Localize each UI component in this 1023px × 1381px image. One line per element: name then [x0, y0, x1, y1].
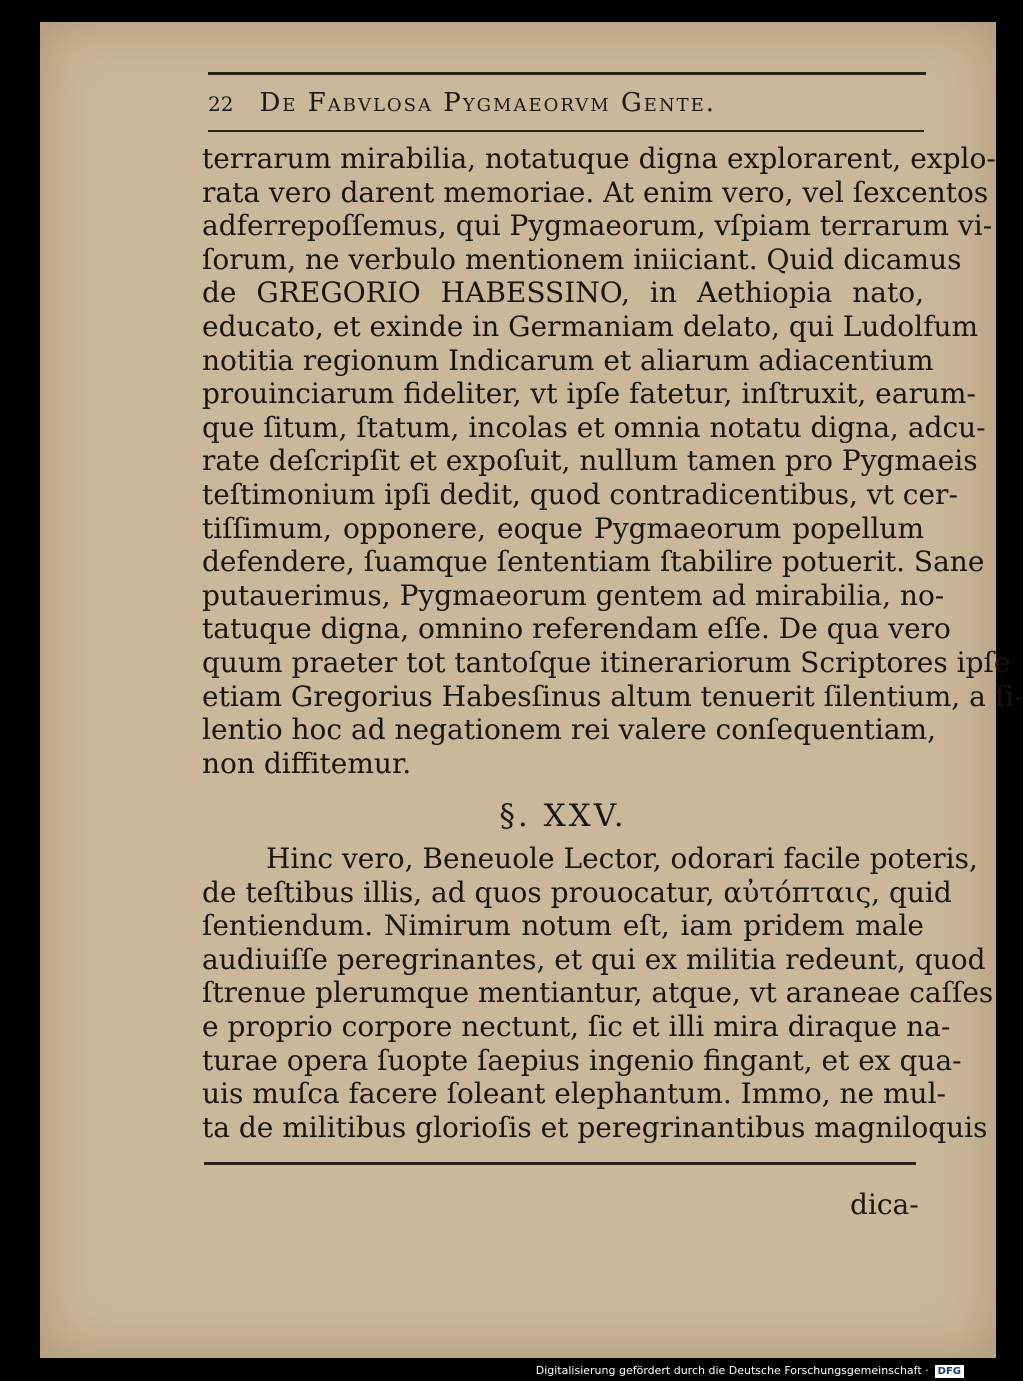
text-line: quum praeter tot tantoſque itinerariorum Scriptores ipſe: [202, 645, 1011, 679]
footer-text: Digitalisierung gefördert durch die Deutsche Forschungsgemeinschaft ·: [535, 1364, 929, 1377]
text-line: turae opera ſuopte ſaepius ingenio fingant, et ex qua-: [202, 1043, 962, 1077]
text-line: que ſitum, ſtatum, incolas et omnia notatu digna, adcu-: [202, 410, 986, 444]
text-line: defendere, ſuamque ſententiam ſtabilire potuerit. Sane: [202, 545, 985, 579]
text-line: ſentiendum. Nimirum notum eſt, iam pridem male: [202, 909, 924, 943]
digitization-footer: [536, 1361, 964, 1381]
text-line: etiam Gregorius Habesſinus altum tenuerit ſilentium, a ſi-: [202, 679, 1023, 713]
page-number: 22: [208, 92, 234, 116]
text-line: Hinc vero, Beneuole Lector, odorari facile poteris,: [266, 842, 978, 875]
text-line: tatuque digna, omnino referendam eſſe. De qua vero: [202, 612, 951, 646]
running-head: [208, 88, 928, 118]
text-line: terrarum mirabilia, notatuque digna explorarent, explo-: [202, 142, 996, 175]
text-line: notitia regionum Indicarum et aliarum adiacentium: [202, 343, 934, 377]
text-line: ta de militibus glorioſis et peregrinantibus magniloquis: [202, 1110, 988, 1144]
text-line: putauerimus, Pygmaeorum gentem ad mirabilia, no-: [202, 578, 945, 612]
text-line: rate deſcripſit et expoſuit, nullum tamen pro Pygmaeis: [202, 444, 978, 478]
text-line: audiuiſſe peregrinantes, et qui ex militia redeunt, quod: [202, 942, 986, 976]
text-line: lentio hoc ad negationem rei valere conſequentiam,: [202, 713, 936, 747]
paragraph-1: [202, 142, 1023, 780]
text-line: prouinciarum fideliter, vt ipſe fatetur, inſtruxit, earum-: [202, 377, 976, 411]
bottom-rule: [204, 1162, 916, 1165]
text-line: teſtimonium ipſi dedit, quod contradicentibus, vt cer-: [202, 477, 958, 511]
section-heading: §. XXV.: [499, 798, 627, 834]
dfg-logo-icon: DFG: [935, 1365, 964, 1378]
text-line: tiſſimum, opponere, eoque Pygmaeorum popellum: [202, 511, 924, 545]
top-rule: [208, 72, 926, 75]
head-rule: [208, 130, 924, 132]
text-line: adferrepoſſemus, qui Pygmaeorum, vſpiam terrarum vi-: [202, 209, 993, 243]
text-line: e proprio corpore nectunt, ſic et illi mira diraque na-: [202, 1009, 951, 1043]
text-line: ſorum, ne verbulo mentionem iniiciant. Quid dicamus: [202, 242, 962, 276]
text-line: de teſtibus illis, ad quos prouocatur, αὐτόπταις, quid: [202, 875, 952, 909]
text-line: rata vero darent memoriae. At enim vero, vel ſexcentos: [202, 175, 989, 209]
paragraph-2: [202, 842, 994, 1144]
text-line: non diffitemur.: [202, 746, 412, 780]
text-line: de GREGORIO HABESSINO, in Aethiopia nato,: [202, 276, 924, 310]
catchword: dica-: [850, 1188, 919, 1221]
running-title: De Fabvlosa Pygmaeorvm Gente.: [259, 88, 717, 118]
text-line: educato, et exinde in Germaniam delato, qui Ludolfum: [202, 309, 979, 343]
text-line: ſtrenue plerumque mentiantur, atque, vt araneae caſſes: [202, 976, 994, 1010]
text-line: uis muſca facere ſoleant elephantum. Immo, ne mul-: [202, 1077, 947, 1111]
